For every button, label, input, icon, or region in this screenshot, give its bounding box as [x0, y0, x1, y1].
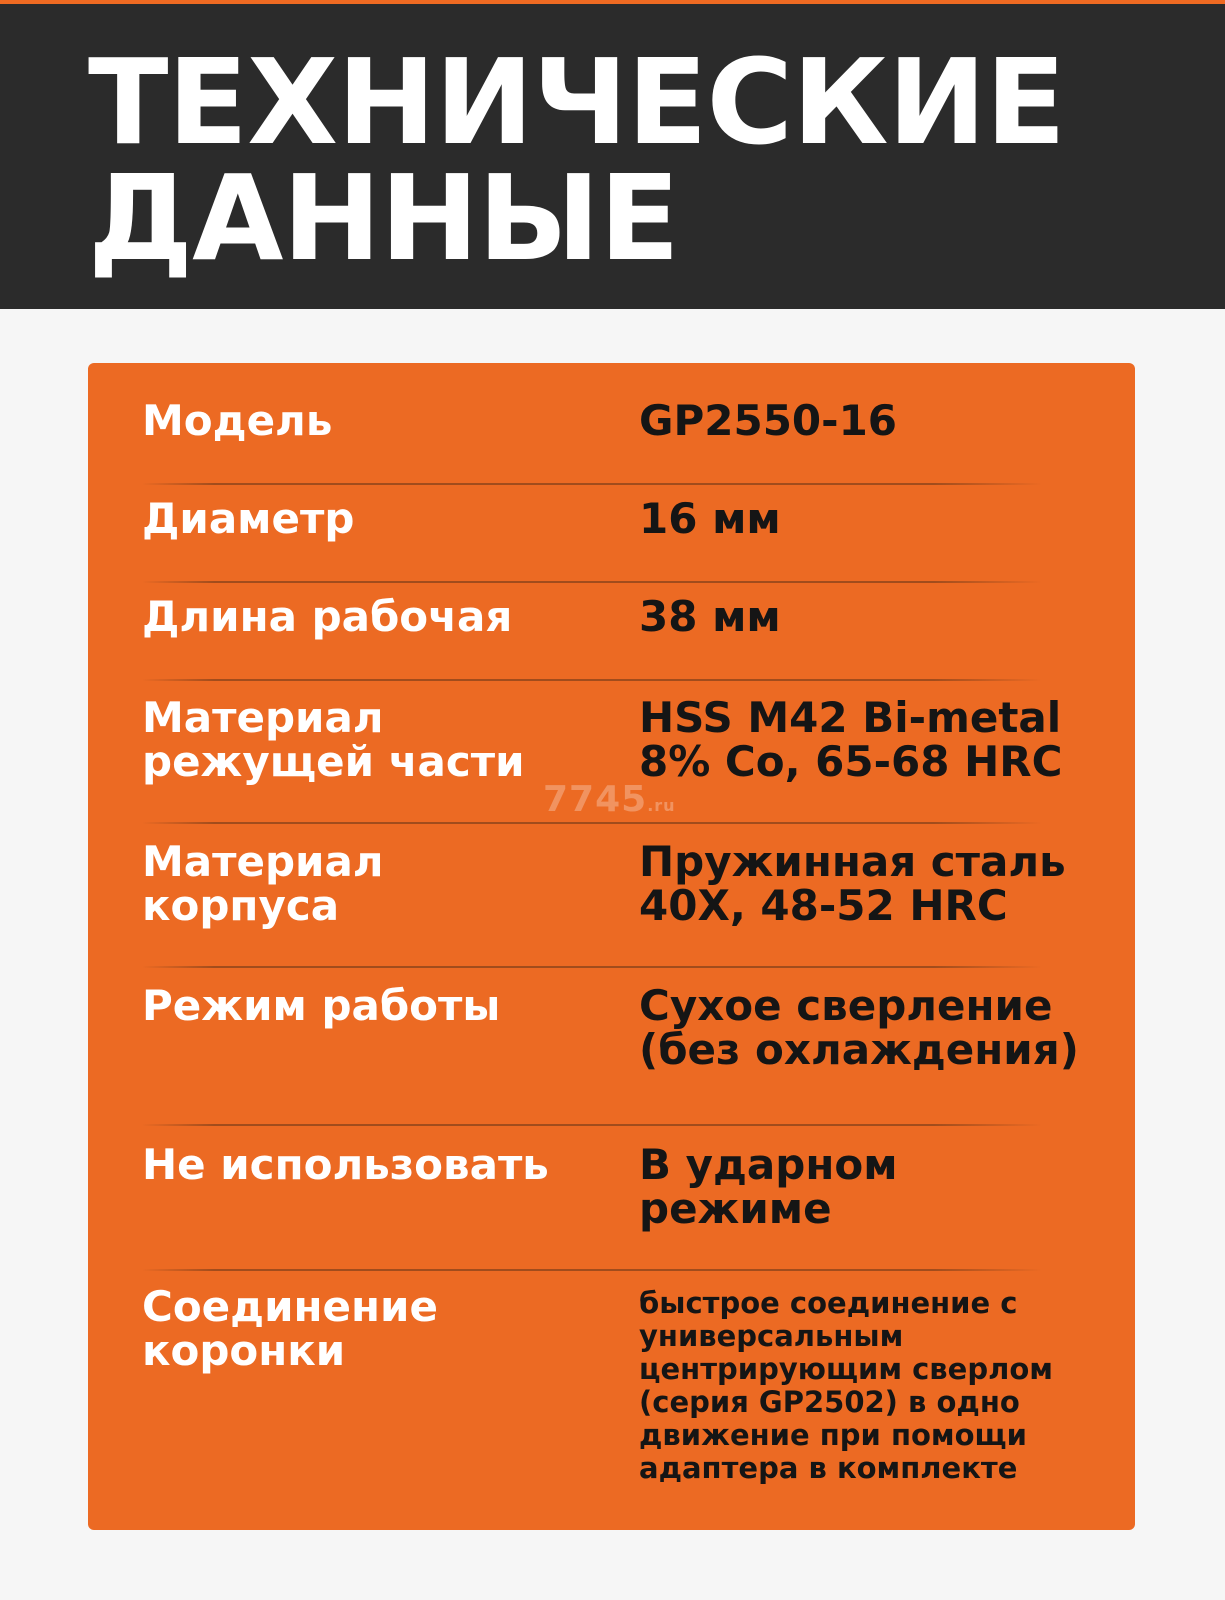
value-line: адаптера в комплекте	[639, 1451, 1018, 1485]
spec-value-do-not-use	[639, 1140, 1099, 1233]
header-banner	[0, 4, 1225, 309]
value-line: режиме	[639, 1184, 832, 1233]
spec-value-model: GP2550-16	[639, 396, 898, 445]
site-watermark	[543, 779, 676, 820]
row-divider	[142, 581, 1042, 583]
row-divider	[142, 1124, 1042, 1126]
spec-value-cutting-material	[639, 693, 1099, 786]
spec-label-connection	[142, 1282, 612, 1375]
spec-label-do-not-use: Не использовать	[142, 1140, 549, 1189]
value-line: 40X, 48-52 HRC	[639, 881, 1008, 930]
value-line: центрирующим сверлом	[639, 1352, 1053, 1386]
watermark-suffix: .ru	[647, 796, 676, 815]
spec-label-operation-mode: Режим работы	[142, 981, 501, 1030]
value-line: 8% Co, 65-68 HRC	[639, 737, 1063, 786]
specs-card	[88, 363, 1135, 1530]
spec-label-working-length: Длина рабочая	[142, 592, 513, 641]
value-line: быстрое соединение с	[639, 1286, 1018, 1320]
value-line: Пружинная сталь	[639, 837, 1066, 886]
spec-value-connection	[639, 1287, 1099, 1485]
value-line: В ударном	[639, 1140, 898, 1189]
label-line: режущей части	[142, 737, 525, 786]
title-line-2: ДАННЫЕ	[88, 149, 679, 287]
value-line: движение при помощи	[639, 1418, 1027, 1452]
label-line: Материал	[142, 693, 384, 742]
label-line: корпуса	[142, 881, 340, 930]
watermark-main: 7745	[543, 779, 648, 820]
value-line: (серия GP2502) в одно	[639, 1385, 1020, 1419]
value-line: (без охлаждения)	[639, 1025, 1079, 1074]
label-line: коронки	[142, 1326, 346, 1375]
label-line: Материал	[142, 837, 384, 886]
value-line: универсальным	[639, 1319, 904, 1353]
row-divider	[142, 822, 1042, 824]
value-line: Сухое сверление	[639, 981, 1053, 1030]
row-divider	[142, 966, 1042, 968]
spec-label-model: Модель	[142, 396, 333, 445]
spec-value-diameter: 16 мм	[639, 494, 781, 543]
value-line: HSS M42 Bi-metal	[639, 693, 1062, 742]
row-divider	[142, 483, 1042, 485]
spec-value-body-material	[639, 837, 1099, 930]
row-divider	[142, 679, 1042, 681]
label-line: Соединение	[142, 1282, 438, 1331]
title-line-1: ТЕХНИЧЕСКИЕ	[88, 33, 1065, 171]
spec-label-body-material	[142, 837, 612, 930]
spec-value-working-length: 38 мм	[639, 592, 781, 641]
spec-value-operation-mode	[639, 981, 1099, 1074]
row-divider	[142, 1269, 1042, 1271]
page-title	[88, 33, 1065, 287]
spec-label-diameter: Диаметр	[142, 494, 355, 543]
spec-label-cutting-material	[142, 693, 612, 786]
